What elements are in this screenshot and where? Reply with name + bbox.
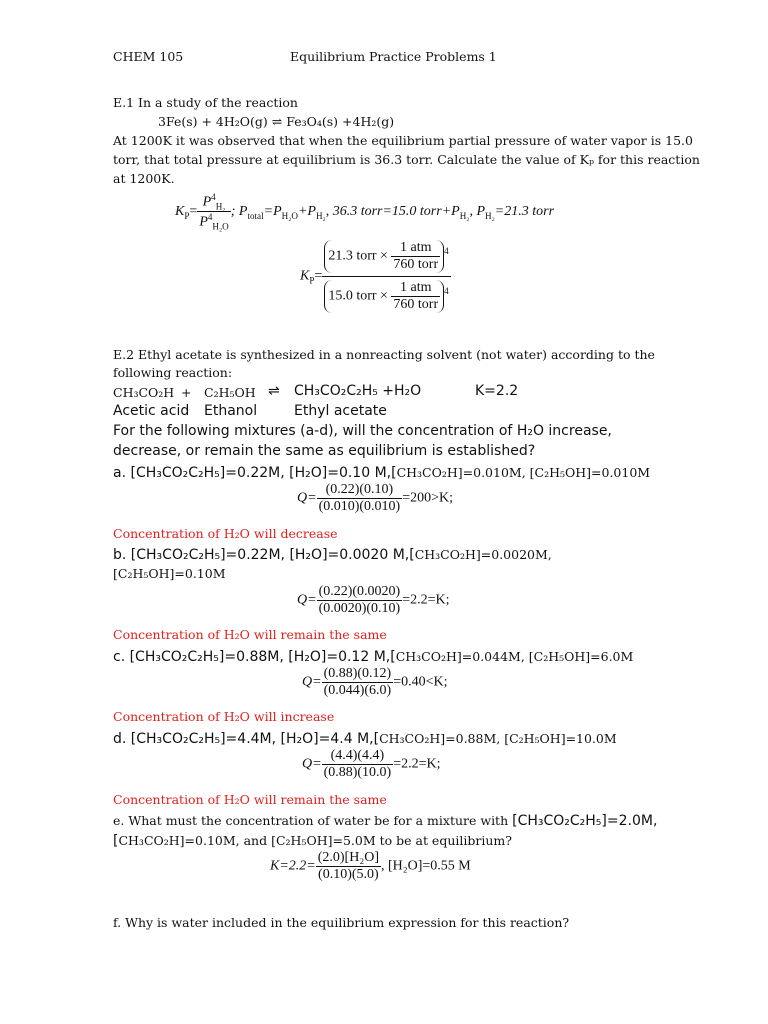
- part-e-calculation: K=2.2= $\frac{\text{(2.0)[H₂O]}}{(0.10)(5.0)}$ , [H₂O]=0.55 M: [270, 850, 471, 882]
- part-c-q-calculation: Q= $\frac{(0.88)(0.12)}{(0.044)(6.0)}$ =0.40<K;: [302, 666, 448, 698]
- part-b-line: b. [CH₃CO₂C₂H₅]=0.22M, [H₂O]=0.0020 M,[CH₃CO₂H]=0.0020M,: [113, 547, 552, 563]
- reactant-ethanol: C₂H₅OH: [204, 385, 256, 400]
- part-a-q-calculation: Q= $\frac{(0.22)(0.10)}{(0.010)(0.010)}$ =200>K;: [297, 482, 454, 514]
- part-a-line: a. [CH₃CO₂C₂H₅]=0.22M, [H₂O]=0.10 M,[CH₃CO₂H]=0.010M, [C₂H₅OH]=0.010M: [113, 465, 651, 481]
- e1-text-line-3: at 1200K.: [113, 171, 175, 186]
- part-e-line-2: [CH₃CO₂H]=0.10M, and [C₂H₅OH]=5.0M to be at equilibrium?: [113, 833, 512, 849]
- e1-kp-calculation: $K_P=$ 21.3 torr × $\frac{\text{1 atm}}{\text{760 torr}}$ $^4$ 15.0 torr × $\frac{\text{1 atm}}{\text{760 torr}}$ $^4$: [300, 240, 449, 312]
- e2-question-line-1: For the following mixtures (a-d), will the concentration of H₂O increase,: [113, 423, 612, 439]
- part-b-answer: Concentration of H₂O will remain the same: [113, 627, 387, 642]
- part-d-line: d. [CH₃CO₂C₂H₅]=4.4M, [H₂O]=4.4 M,[CH₃CO₂H]=0.88M, [C₂H₅OH]=10.0M: [113, 731, 617, 747]
- e1-kp-equation: $K_P=$ $\frac{P^4_{H_2}}{P^4_{H_2O}}$ ; $P_{total}=P_{H_2O}+P_{H_2}$, 36.3 torr=15.0 $torr+P_{H_2}$, $P_{H_2}=21.3$ torr: [175, 192, 555, 232]
- name-ethyl-acetate: Ethyl acetate: [294, 403, 387, 419]
- e1-text-line-1: At 1200K it was observed that when the equilibrium partial pressure of water vapor is 15.0: [113, 133, 693, 148]
- part-c-answer: Concentration of H₂O will increase: [113, 709, 335, 724]
- part-c-line: c. [CH₃CO₂C₂H₅]=0.88M, [H₂O]=0.12 M,[CH₃CO₂H]=0.044M, [C₂H₅OH]=6.0M: [113, 649, 634, 665]
- part-f-question: f. Why is water included in the equilibrium expression for this reaction?: [113, 915, 570, 930]
- reactant-acetic-acid: CH₃CO₂H: [113, 385, 175, 400]
- equilibrium-arrow: ⇌: [268, 383, 280, 399]
- reaction-products: CH₃CO₂C₂H₅ +H₂O: [294, 383, 422, 399]
- name-ethanol: Ethanol: [204, 403, 258, 419]
- e1-reaction: 3Fe(s) + 4H₂O(g) ⇌ Fe₃O₄(s) +4H₂(g): [158, 114, 395, 129]
- e1-text-line-2: torr, that total pressure at equilibrium is 36.3 torr. Calculate the value of Kₚ for this reaction: [113, 152, 700, 167]
- part-e-line-1: e. What must the concentration of water be for a mixture with [CH₃CO₂C₂H₅]=2.0M,: [113, 813, 658, 829]
- e1-heading: E.1 In a study of the reaction: [113, 95, 298, 110]
- equilibrium-constant: K=2.2: [475, 383, 519, 399]
- part-a-answer: Concentration of H₂O will decrease: [113, 526, 338, 541]
- name-acetic-acid: Acetic acid: [113, 403, 190, 419]
- e2-question-line-2: decrease, or remain the same as equilibrium is established?: [113, 443, 536, 459]
- document-title: Equilibrium Practice Problems 1: [290, 49, 497, 64]
- reaction-plus: +: [181, 385, 192, 400]
- part-b-q-calculation: Q= $\frac{(0.22)(0.0020)}{(0.0020)(0.10)}$ =2.2=K;: [297, 584, 450, 616]
- e2-heading-line-1: E.2 Ethyl acetate is synthesized in a nonreacting solvent (not water) according to the: [113, 347, 655, 362]
- part-d-q-calculation: Q= $\frac{(4.4)(4.4)}{(0.88)(10.0)}$ =2.2=K;: [302, 748, 441, 780]
- course-code: CHEM 105: [113, 49, 184, 64]
- part-d-answer: Concentration of H₂O will remain the same: [113, 792, 387, 807]
- part-b-line-2: [C₂H₅OH]=0.10M: [113, 566, 226, 581]
- e2-heading-line-2: following reaction:: [113, 365, 233, 380]
